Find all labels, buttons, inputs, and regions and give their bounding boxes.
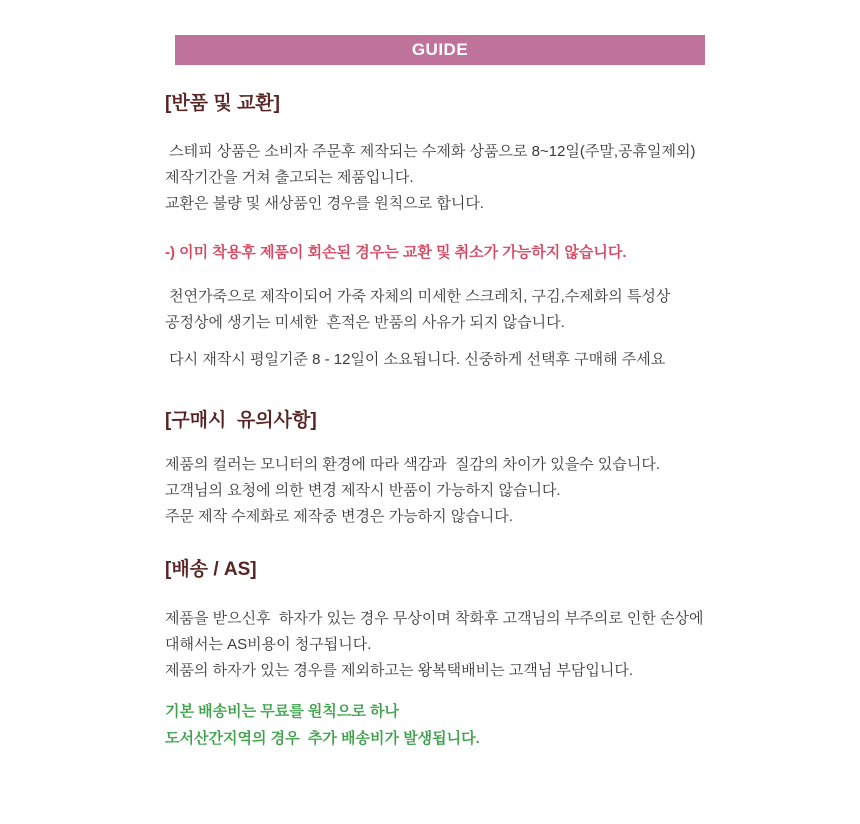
shipping-text-line: 도서산간지역의 경우 추가 배송비가 발생됩니다. [165, 730, 480, 747]
text-line: 제품의 컬러는 모니터의 환경에 따라 색감과 질감의 차이가 있을수 있습니다. [165, 456, 661, 473]
paragraph-leather-notice [165, 284, 740, 336]
guide-title: GUIDE [411, 40, 469, 59]
section-title-purchase-caution: [구매시 유의사항] [165, 410, 317, 431]
paragraph-worn-warning [165, 240, 740, 266]
paragraph-remake-notice [165, 347, 740, 373]
guide-page [0, 35, 860, 752]
shipping-text-line: 기본 배송비는 무료를 원칙으로 하나 [165, 703, 400, 720]
paragraph-returns-intro [165, 139, 740, 217]
section-title-returns-exchange: [반품 및 교환] [165, 93, 280, 114]
text-line: 스테피 상품은 소비자 주문후 제작되는 수제화 상품으로 8~12일(주말,공휴일제외) [165, 143, 696, 160]
section-title-shipping-as: [배송 / AS] [165, 559, 257, 580]
paragraph-as-policy [165, 606, 740, 684]
guide-header-bar [175, 35, 705, 65]
text-line: 제품을 받으신후 하자가 있는 경우 무상이며 착화후 고객님의 부주의로 인한 손상에 [165, 610, 704, 627]
text-line: 대해서는 AS비용이 청구됩니다. [165, 636, 372, 653]
paragraph-purchase-caution [165, 452, 740, 530]
text-line: 다시 재작시 평일기준 8 - 12일이 소요됩니다. 신중하게 선택후 구매해 주세요 [165, 351, 666, 368]
warning-text-line: -) 이미 착용후 제품이 회손된 경우는 교환 및 취소가 가능하지 않습니다. [165, 244, 627, 261]
paragraph-shipping-fee [165, 698, 740, 752]
text-line: 공정상에 생기는 미세한 흔적은 반품의 사유가 되지 않습니다. [165, 314, 565, 331]
guide-content [0, 92, 860, 752]
text-line: 제품의 하자가 있는 경우를 제외하고는 왕복택배비는 고객님 부담입니다. [165, 662, 634, 679]
text-line: 고객님의 요청에 의한 변경 제작시 반품이 가능하지 않습니다. [165, 482, 561, 499]
text-line: 제작기간을 거쳐 출고되는 제품입니다. [165, 169, 414, 186]
text-line: 천연가죽으로 제작이되어 가죽 자체의 미세한 스크레치, 구김,수제화의 특성상 [165, 288, 671, 305]
text-line: 주문 제작 수제화로 제작중 변경은 가능하지 않습니다. [165, 508, 513, 525]
text-line: 교환은 불량 및 새상품인 경우를 원칙으로 합니다. [165, 195, 484, 212]
